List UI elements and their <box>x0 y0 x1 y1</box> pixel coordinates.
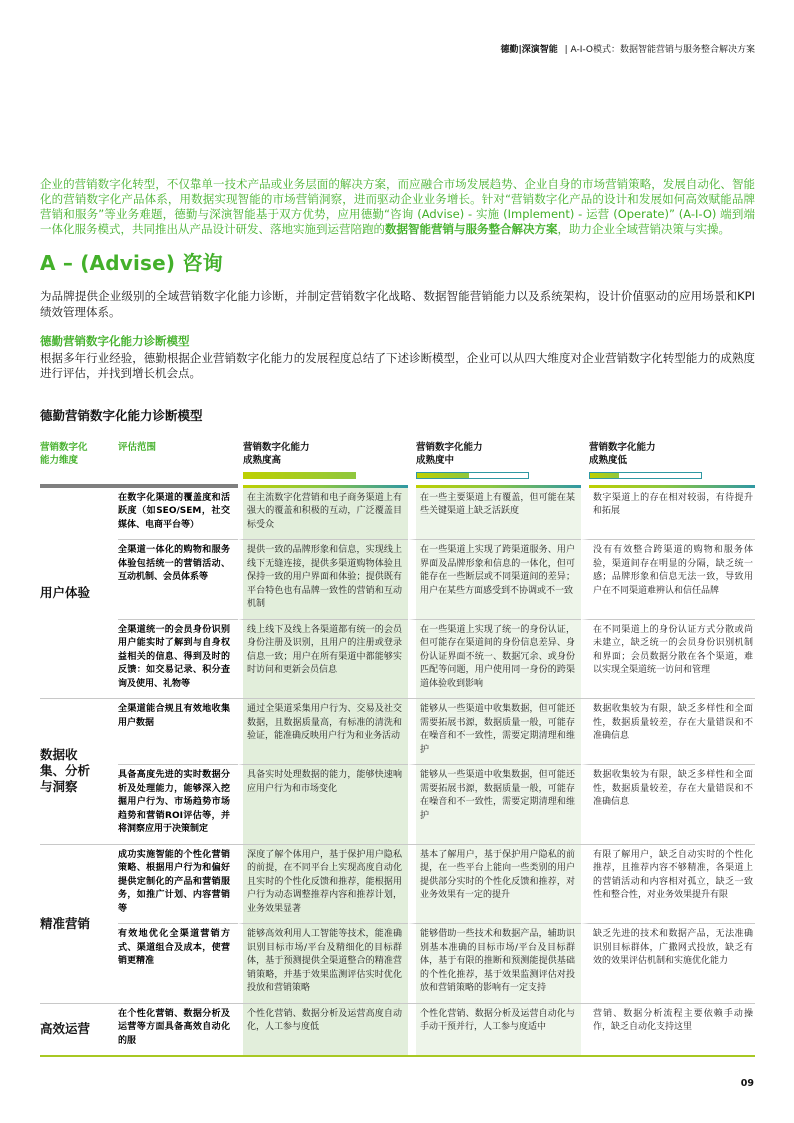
cell-maturity-high: 具备实时处理数据的能力，能够快速响应用户行为和市场变化 <box>238 765 408 844</box>
cell-maturity-low: 数据收集较为有限，缺乏多样性和全面性，数据质量较差，存在大量错误和不准确信息 <box>581 699 755 765</box>
intro-bold-phrase: 数据智能营销与服务整合解决方案 <box>385 222 558 236</box>
header-brand: 德勤|深演智能 <box>500 45 558 55</box>
maturity-low-line1: 营销数字化能力 <box>589 441 656 453</box>
table-row <box>118 924 755 1003</box>
cell-maturity-high: 通过全渠道采集用户行为、交易及社交数据，且数据质量高，有标准的清洗和验证，能准确反映用户行为和业务活动 <box>238 699 408 765</box>
table-row <box>118 488 755 541</box>
page-number: 09 <box>740 1078 754 1089</box>
col-header-maturity-mid <box>416 441 581 479</box>
col-header-dimension-line2: 能力维度 <box>40 454 79 466</box>
cell-maturity-low: 数据收集较为有限，缺乏多样性和全面性，数据质量较差，存在大量错误和不准确信息 <box>581 765 755 844</box>
cell-scope: 全渠道能合规且有效地收集用户数据 <box>118 699 238 765</box>
cell-scope: 具备高度先进的实时数据分析及处理能力，能够深入挖掘用户行为、市场趋势市场趋势和营销ROI评估等，并将洞察应用于决策制定 <box>118 770 230 834</box>
intro-lead: 企业的营销数字化转型，不仅靠单一技术产品或业务层面的解决方案，而应融合市场发展趋势、企业自身的市场营销策略，发展自动化、智能化的营销数字化产品体系，用数据实现智能的市场营销洞察，进而驱动企业业务增长。针对“营销数字化产品的设计和发展如何高效赋能品牌营销和服务”等业务难题，德勤与深演智能基于双方优势，应用德勤“咨询 (Advise) - 实施 (Implement) - 运营 (Operate)” (A-I-O) 端到端一体化服务模式，共同推出从产品设计研发、落地实施到运营陪跑的 <box>40 177 755 236</box>
table-body <box>40 488 755 1058</box>
table-row <box>118 699 755 765</box>
cell-maturity-high: 能够高效利用人工智能等技术，能准确识别目标市场/平台及精细化的目标群体，基于预测提供全渠道整合的精准营销策略，并基于效果监测评估实时优化投放和营销策略 <box>238 924 408 1003</box>
maturity-mid-bar <box>416 472 529 479</box>
cell-scope: 在数字化渠道的覆盖度和活跃度（如SEO/SEM，社交媒体、电商平台等） <box>118 488 238 541</box>
table-group-user-experience <box>40 488 755 699</box>
col-header-dimension <box>40 441 118 467</box>
cell-maturity-low: 缺乏先进的技术和数据产品，无法准确识别目标群体，广撒网式投放，缺乏有效的效果评估机制和实施优化能力 <box>581 924 755 1003</box>
cell-maturity-high: 线上线下及线上各渠道都有统一的会员身份注册及识别，且用户的注册或登录信息一致；用户在所有渠道中都能够实时访问和更新会员信息 <box>238 620 408 699</box>
maturity-low-line2: 成熟度低 <box>589 454 628 466</box>
table-row <box>118 540 755 620</box>
model-subhead: 德勤营销数字化能力诊断模型 <box>40 334 190 348</box>
cell-maturity-low: 有限了解用户，缺乏自动实时的个性化推荐，且推荐内容不够精准，各渠道上的营销活动和内容相对孤立，缺乏一致性和整合性，对业务效果提升有限 <box>581 845 755 925</box>
section-body: 为品牌提供企业级别的全域营销数字化能力诊断，并制定营销数字化战略、数据智能营销能力以及系统架构，设计价值驱动的应用场景和KPI绩效管理体系。 <box>40 289 755 319</box>
cell-maturity-mid: 能够借助一些技术和数据产品，辅助识别基本准确的目标市场/平台及目标群体，基于有限的推断和预测能提供基础的个性化推荐，基于效果监测评估对投放和营销策略的影响有一定支持 <box>408 924 581 1003</box>
cell-scope: 全渠道一体化的购物和服务体验包括统一的营销活动、互动机制、会员体系等 <box>118 540 238 620</box>
group-label: 精准营销 <box>40 915 91 931</box>
cell-maturity-mid: 个性化营销、数据分析及运营自动化与手动干预并行，人工参与度适中 <box>408 1004 581 1056</box>
cell-scope: 全渠道统一的会员身份识别 用户能实时了解到与自身权益相关的信息、得到及时的反馈：如交易记录、积分查询及使用、礼物等 <box>118 624 230 689</box>
maturity-mid-line1: 营销数字化能力 <box>416 441 483 453</box>
model-body: 根据多年行业经验，德勤根据企业营销数字化能力的发展程度总结了下述诊断模型，企业可以从四大维度对企业营销数字化转型能力的成熟度进行评估，并找到增长机会点。 <box>40 350 755 380</box>
maturity-low-bar <box>589 472 702 479</box>
cell-maturity-mid: 能够从一些渠道中收集数据，但可能还需要拓展书源，数据质量一般，可能存在噪音和不一致性，需要定期清理和维护 <box>408 699 581 765</box>
col-header-scope: 评估范围 <box>118 441 157 453</box>
table-group-data-insight <box>40 698 755 844</box>
col-header-maturity-high <box>243 441 408 479</box>
table-group-precision-marketing <box>40 844 755 1003</box>
table-row <box>118 620 755 699</box>
maturity-mid-bar-fill <box>417 473 469 478</box>
table-row <box>118 765 755 844</box>
table-title: 德勤营销数字化能力诊断模型 <box>40 407 203 423</box>
cell-maturity-low: 在不同渠道上的身份认证方式分散或尚未建立，缺乏统一的会员身份识别机制和界面；会员数据分散在各个渠道，难以实现全渠道统一访问和管理 <box>581 620 755 699</box>
cell-maturity-high: 在主流数字化营销和电子商务渠道上有强大的覆盖和积极的互动，广泛覆盖目标受众 <box>238 488 408 541</box>
group-label: 数据收集、分析与洞察 <box>40 747 91 795</box>
col-header-dimension-line1: 营销数字化 <box>40 441 88 453</box>
table-header-row <box>40 441 755 479</box>
page-header <box>500 44 755 56</box>
table-group-efficient-operation <box>40 1003 755 1058</box>
cell-maturity-low: 数字渠道上的存在相对较弱，有待提升和拓展 <box>581 488 755 541</box>
cell-maturity-mid: 基本了解用户，基于保护用户隐私的前提，在一些平台上能向一些类别的用户提供部分实时的个性化反馈和推荐，对业务效果有一定的提升 <box>408 845 581 925</box>
table-row <box>118 845 755 925</box>
intro-tail: ，助力企业全域营销决策与实操。 <box>557 222 730 236</box>
maturity-high-bar-fill <box>243 472 356 479</box>
table-row <box>118 1004 755 1056</box>
cell-scope: 有效地优化全渠道营销方式、渠道组合及成本，使营销更精准 <box>118 929 230 966</box>
cell-maturity-low: 营销、数据分析流程主要依赖手动操作，缺乏自动化支持这里 <box>581 1004 755 1056</box>
cell-maturity-high: 深度了解个体用户，基于保护用户隐私的前提，在不同平台上实现高度自动化且实时的个性化反馈和推荐，能根据用户行为动态调整推荐内容和推荐计划，业务效果显著 <box>238 845 408 925</box>
maturity-high-line2: 成熟度高 <box>243 454 282 466</box>
group-label: 用户体验 <box>40 584 91 600</box>
cell-maturity-mid: 在一些主要渠道上有覆盖，但可能在某些关键渠道上缺乏活跃度 <box>408 488 581 541</box>
cell-maturity-high: 个性化营销、数据分析及运营高度自动化，人工参与度低 <box>238 1004 408 1056</box>
cell-scope: 成功实施智能的个性化营销策略、根据用户行为和偏好提供定制化的产品和营销服务，如推广计划、内容营销等 <box>118 845 238 925</box>
group-label: 高效运营 <box>40 1021 91 1037</box>
cell-scope: 在个性化营销、数据分析及运营等方面具备高效自动化的服 <box>118 1008 230 1046</box>
maturity-low-bar-fill <box>590 473 619 478</box>
maturity-high-line1: 营销数字化能力 <box>243 441 310 453</box>
intro-paragraph <box>40 177 755 237</box>
cell-maturity-high: 提供一致的品牌形象和信息，实现线上线下无缝连接，提供多渠道购物体验且保持一致的用户界面和体验；提供既有平台特色也有品牌一致性的营销和互动机制 <box>238 540 408 620</box>
header-subtitle: | A-I-O模式：数据智能营销与服务整合解决方案 <box>564 45 755 55</box>
cell-maturity-mid: 在一些渠道上实现了统一的身份认证，但可能存在渠道间的身份信息差异、身份认证界面不统一、数据冗余、或身份匹配等问题，用户使用同一身份的跨渠道体验收到影响 <box>408 620 581 699</box>
cell-maturity-mid: 在一些渠道上实现了跨渠道服务、用户界面及品牌形象和信息的一体化，但可能存在一些断层或不同渠道间的差异；用户在某些方面感受到不协调或不一致 <box>408 540 581 620</box>
col-header-maturity-low <box>589 441 754 479</box>
cell-maturity-low: 没有有效整合跨渠道的购物和服务体验，渠道间存在明显的分隔，缺乏统一感；品牌形象和信息无法一致，导致用户在不同渠道难辨认和信任品牌 <box>581 540 755 620</box>
maturity-high-bar <box>243 472 356 479</box>
cell-maturity-mid: 能够从一些渠道中收集数据，但可能还需要拓展书源，数据质量一般，可能存在噪音和不一致性，需要定期清理和维护 <box>408 765 581 844</box>
section-title: A – (Advise) 咨询 <box>40 251 223 275</box>
maturity-mid-line2: 成熟度中 <box>416 454 455 466</box>
